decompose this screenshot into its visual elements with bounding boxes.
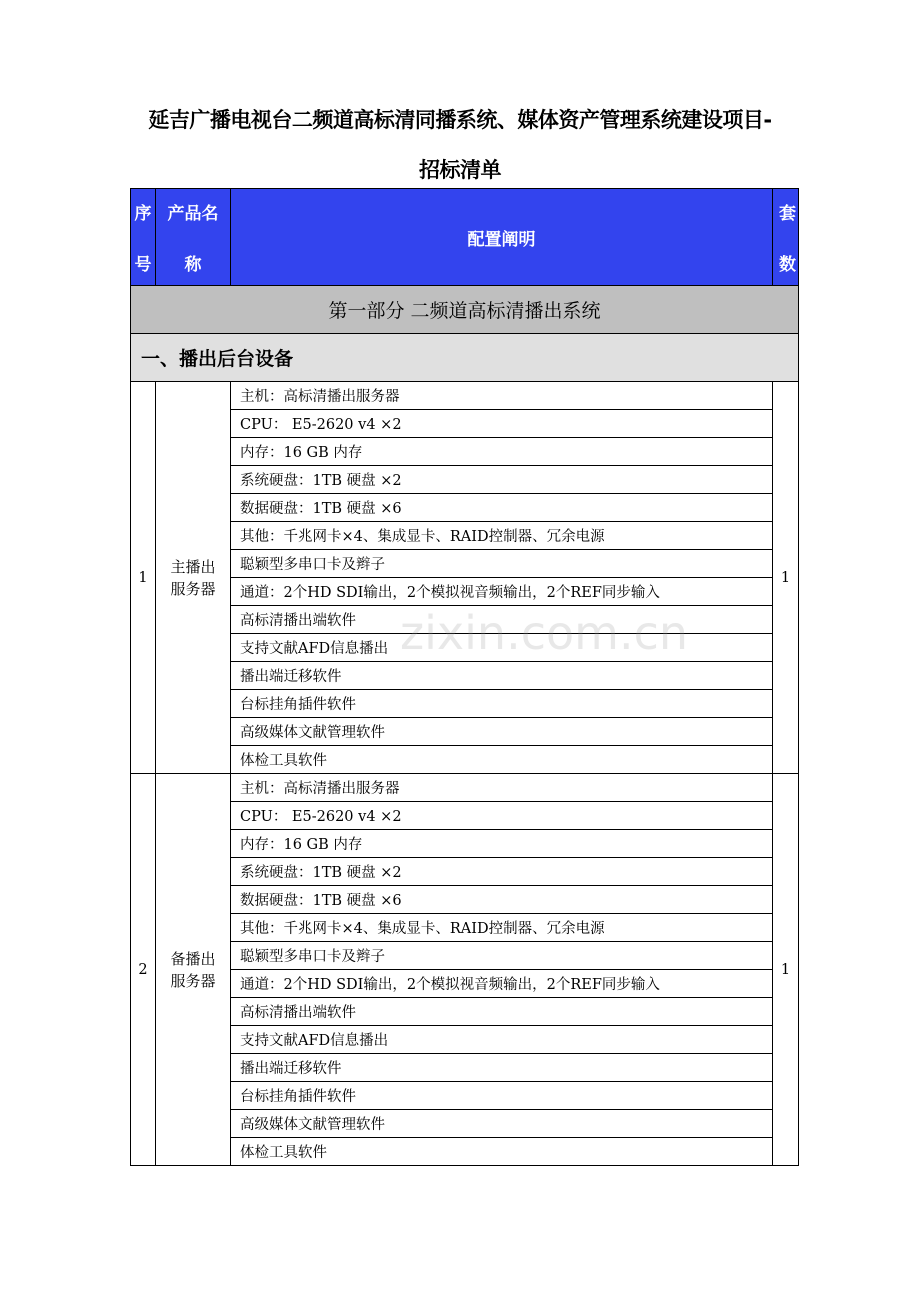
config-line: 系统硬盘：1TB 硬盘 ×2 xyxy=(231,858,773,886)
table-row xyxy=(131,858,799,886)
header-product-name xyxy=(156,189,231,286)
header-quantity xyxy=(773,189,799,286)
table-row xyxy=(131,466,799,494)
item-name-line1: 主播出 xyxy=(170,557,216,576)
item-seq: 1 xyxy=(131,382,156,774)
bid-list-table xyxy=(130,188,799,1166)
table-row xyxy=(131,522,799,550)
header-seq-line2: 号 xyxy=(134,255,152,275)
header-seq xyxy=(131,189,156,286)
item-name-line2: 服务器 xyxy=(170,971,216,990)
table-row xyxy=(131,690,799,718)
table-row xyxy=(131,438,799,466)
table-row xyxy=(131,1110,799,1138)
config-line: 系统硬盘：1TB 硬盘 ×2 xyxy=(231,466,773,494)
header-qty-line1: 套 xyxy=(779,204,796,224)
item-name-line1: 备播出 xyxy=(170,949,216,968)
config-line: 数据硬盘：1TB 硬盘 ×6 xyxy=(231,494,773,522)
config-line: 播出端迁移软件 xyxy=(231,1054,773,1082)
table-header-row xyxy=(131,189,799,286)
header-name-line1: 产品名 xyxy=(167,204,219,224)
item-quantity: 1 xyxy=(773,382,799,774)
config-line: 通道：2个HD SDI输出，2个模拟视音频输出，2个REF同步输入 xyxy=(231,970,773,998)
part-title-row xyxy=(131,286,799,334)
item-product-name xyxy=(156,382,231,774)
table-row xyxy=(131,802,799,830)
config-line: 通道：2个HD SDI输出，2个模拟视音频输出，2个REF同步输入 xyxy=(231,578,773,606)
config-line: 高级媒体文献管理软件 xyxy=(231,1110,773,1138)
table-row xyxy=(131,886,799,914)
config-line: 主机：高标清播出服务器 xyxy=(231,382,773,410)
table-row xyxy=(131,914,799,942)
config-line: 其他：千兆网卡×4、集成显卡、RAID控制器、冗余电源 xyxy=(231,914,773,942)
section-title-row xyxy=(131,334,799,382)
table-row xyxy=(131,578,799,606)
config-line: 高标清播出端软件 xyxy=(231,998,773,1026)
config-line: 聪颖型多串口卡及辫子 xyxy=(231,550,773,578)
config-line: 台标挂角插件软件 xyxy=(231,1082,773,1110)
table-row xyxy=(131,634,799,662)
table-row xyxy=(131,970,799,998)
item-quantity: 1 xyxy=(773,774,799,1166)
config-line: 高级媒体文献管理软件 xyxy=(231,718,773,746)
table-row xyxy=(131,494,799,522)
table-row xyxy=(131,998,799,1026)
table-row xyxy=(131,1082,799,1110)
table-row xyxy=(131,942,799,970)
table-row xyxy=(131,1054,799,1082)
header-config: 配置阐明 xyxy=(231,189,773,286)
table-row xyxy=(131,1026,799,1054)
config-line: 其他：千兆网卡×4、集成显卡、RAID控制器、冗余电源 xyxy=(231,522,773,550)
header-qty-line2: 数 xyxy=(779,255,796,275)
table-row xyxy=(131,410,799,438)
table-row xyxy=(131,746,799,774)
watermark: zixin.com.cn xyxy=(400,606,689,660)
item-name-line2: 服务器 xyxy=(170,579,216,598)
config-line: 支持文献AFD信息播出 xyxy=(231,634,773,662)
section-title: 一、播出后台设备 xyxy=(131,334,799,382)
config-line: CPU： E5-2620 v4 ×2 xyxy=(231,410,773,438)
table-row xyxy=(131,550,799,578)
config-line: 内存：16 GB 内存 xyxy=(231,438,773,466)
item-product-name xyxy=(156,774,231,1166)
config-line: 内存：16 GB 内存 xyxy=(231,830,773,858)
config-line: 支持文献AFD信息播出 xyxy=(231,1026,773,1054)
config-line: 台标挂角插件软件 xyxy=(231,690,773,718)
config-line: 聪颖型多串口卡及辫子 xyxy=(231,942,773,970)
table-row xyxy=(131,382,799,410)
config-line: 播出端迁移软件 xyxy=(231,662,773,690)
config-line: CPU： E5-2620 v4 ×2 xyxy=(231,802,773,830)
part-title: 第一部分 二频道高标清播出系统 xyxy=(131,286,799,334)
config-line: 主机：高标清播出服务器 xyxy=(231,774,773,802)
header-name-line2: 称 xyxy=(184,255,202,275)
config-line: 数据硬盘：1TB 硬盘 ×6 xyxy=(231,886,773,914)
table-row xyxy=(131,662,799,690)
table-row xyxy=(131,606,799,634)
document-title-line1: 延吉广播电视台二频道高标清同播系统、媒体资产管理系统建设项目- xyxy=(148,108,772,132)
item-seq: 2 xyxy=(131,774,156,1166)
table-row xyxy=(131,1138,799,1166)
config-line: 体检工具软件 xyxy=(231,746,773,774)
config-line: 体检工具软件 xyxy=(231,1138,773,1166)
document-title-line2: 招标清单 xyxy=(419,158,501,182)
table-row xyxy=(131,830,799,858)
config-line: 高标清播出端软件 xyxy=(231,606,773,634)
table-row xyxy=(131,774,799,802)
table-row xyxy=(131,718,799,746)
header-seq-line1: 序 xyxy=(134,204,152,224)
